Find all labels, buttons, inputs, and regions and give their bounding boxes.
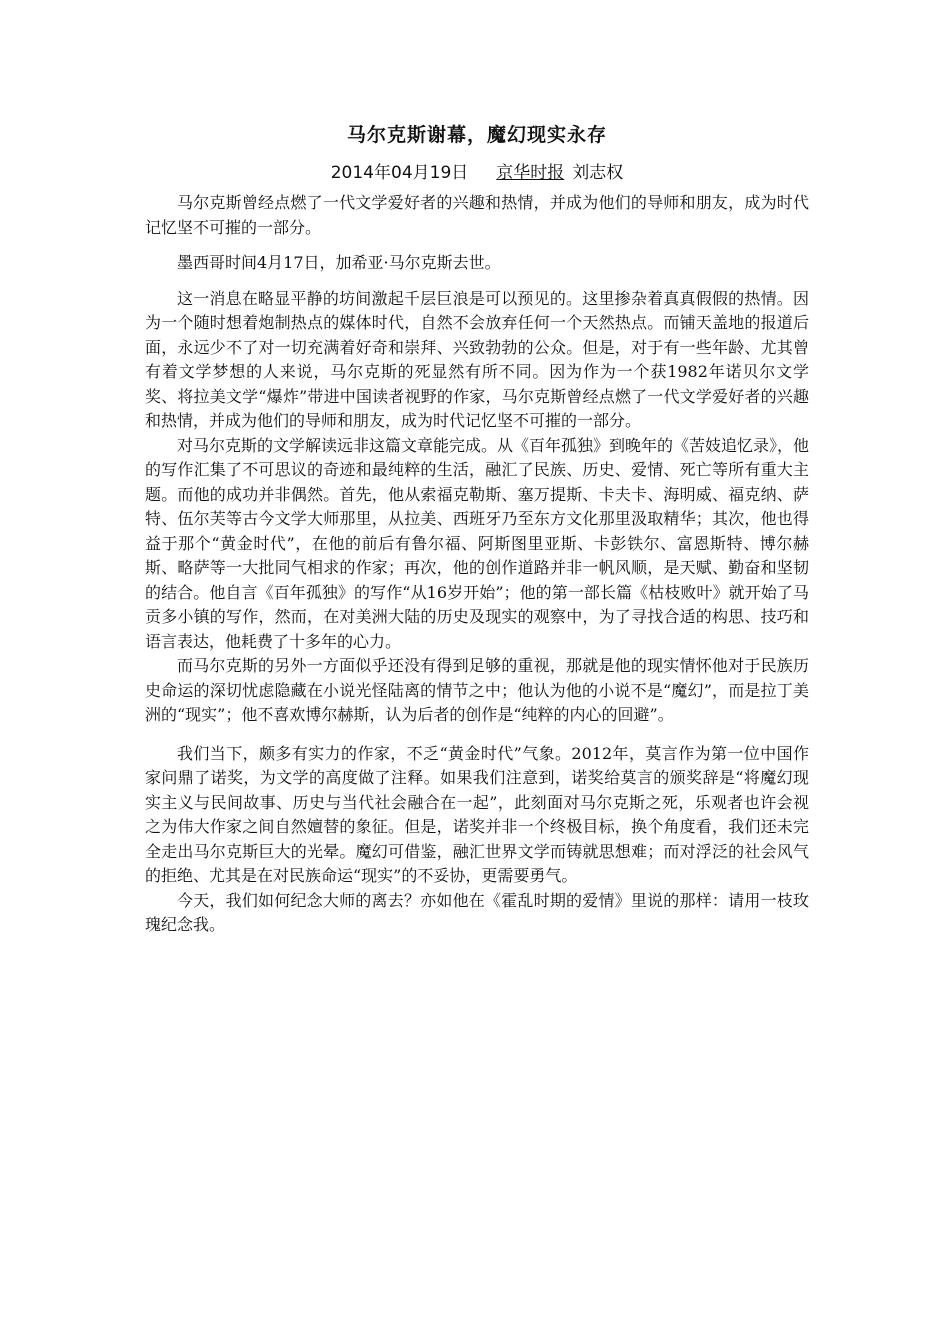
author-name: 刘志权	[572, 163, 624, 183]
article	[145, 118, 809, 938]
publish-date: 2014年04月19日	[330, 163, 469, 183]
paragraph: 马尔克斯曾经点燃了一代文学爱好者的兴趣和热情，并成为他们的导师和朋友，成为时代记忆坚不可摧的一部分。	[145, 193, 809, 237]
paragraph: 而马尔克斯的另外一方面似乎还没有得到足够的重视，那就是他的现实情怀他对于民族历史命运的深切忧虑隐藏在小说光怪陆离的情节之中；他认为他的小说不是“魔幻”，而是拉丁美洲的“现实”；他不喜欢博尔赫斯，认为后者的创作是“纯粹的内心的回避”。	[145, 656, 809, 724]
paragraph: 今天，我们如何纪念大师的离去？亦如他在《霍乱时期的爱情》里说的那样：请用一枝玫瑰纪念我。	[145, 890, 809, 934]
paragraph: 对马尔克斯的文学解读远非这篇文章能完成。从《百年孤独》到晚年的《苦妓追忆录》，他的写作汇集了不可思议的奇迹和最纯粹的生活，融汇了民族、历史、爱情、死亡等所有重大主题。而他的成功并非偶然。首先，他从索福克勒斯、塞万提斯、卡夫卡、海明威、福克纳、萨特、伍尔芙等古今文学大师那里，从拉美、西班牙乃至东方文化那里汲取精华；其次，他也得益于那个“黄金时代”，在他的前后有鲁尔福、阿斯图里亚斯、卡彭铁尔、富恩斯特、博尔赫斯、略萨等一大批同气相求的作家；再次，他的创作道路并非一帆风顺，是天赋、勤奋和坚韧的结合。他自言《百年孤独》的写作“从16岁开始”；他的第一部长篇《枯枝败叶》就开始了马贡多小镇的写作，然而，在对美洲大陆的历史及现实的观察中，为了寻找合适的构思、技巧和语言表达，他耗费了十多年的心力。	[145, 435, 810, 651]
article-byline	[145, 160, 809, 186]
paragraph: 墨西哥时间4月17日，加希亚·马尔克斯去世。	[177, 253, 501, 272]
article-title: 马尔克斯谢幕，魔幻现实永存	[346, 124, 607, 146]
paragraph: 这一消息在略显平静的坊间激起千层巨浪是可以预见的。这里掺杂着真真假假的热情。因为一个随时想着炮制热点的媒体时代，自然不会放弃任何一个天然热点。而铺天盖地的报道后面，永远少不了对一切充满着好奇和崇拜、兴致勃勃的公众。但是，对于有一些年龄、尤其曾有着文学梦想的人来说，马尔克斯的死显然有所不同。因为作为一个获1982年诺贝尔文学奖、将拉美文学“爆炸”带进中国读者视野的作家，马尔克斯曾经点燃了一代文学爱好者的兴趣和热情，并成为他们的导师和朋友，成为时代记忆坚不可摧的一部分。	[145, 288, 809, 430]
paragraph: 我们当下，颇多有实力的作家，不乏“黄金时代”气象。2012年，莫言作为第一位中国作家问鼎了诺奖，为文学的高度做了注释。如果我们注意到，诺奖给莫言的颁奖辞是“将魔幻现实主义与民间故事、历史与当代社会融合在一起”，此刻面对马尔克斯之死，乐观者也许会视之为伟大作家之间自然嬗替的象征。但是，诺奖并非一个终极目标，换个角度看，我们还未完全走出马尔克斯巨大的光晕。魔幻可借鉴，融汇世界文学而铸就思想难；而对浮泛的社会风气的拒绝、尤其是在对民族命运“现实”的不妥协，更需要勇气。	[145, 743, 809, 885]
source-link[interactable]: 京华时报	[496, 163, 565, 183]
